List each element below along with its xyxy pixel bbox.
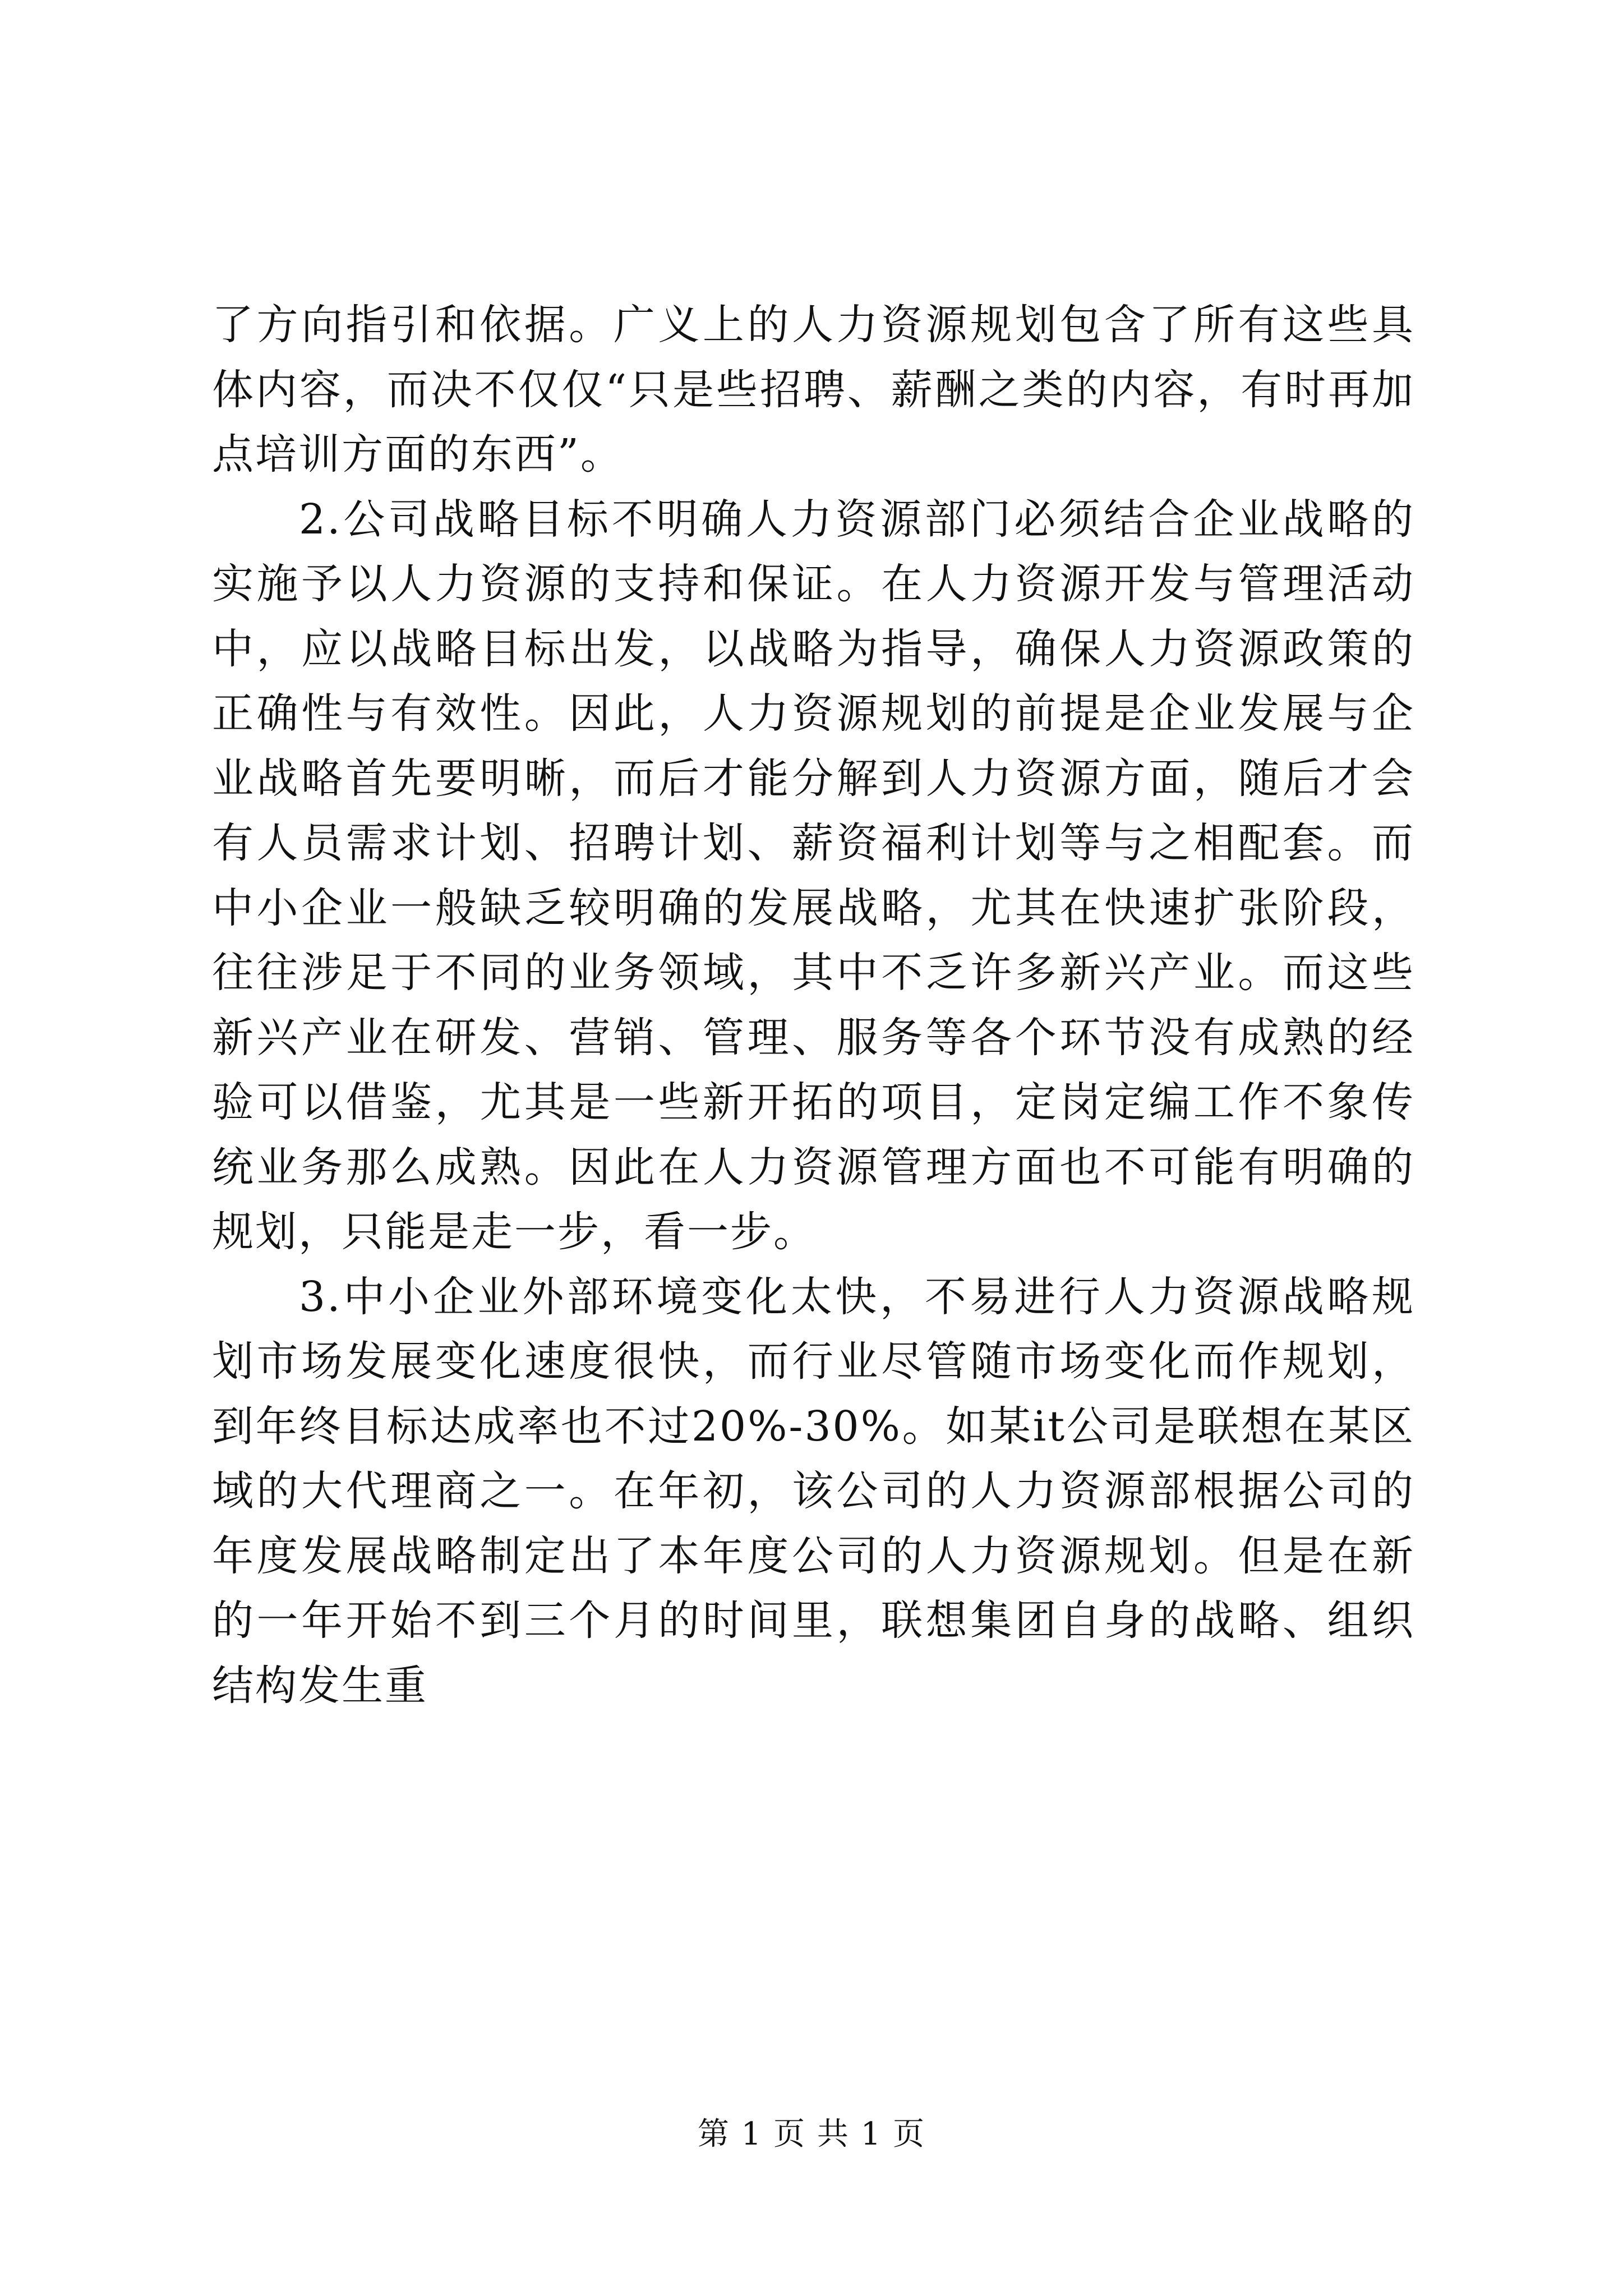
paragraph-continuation: 了方向指引和依据。广义上的人力资源规划包含了所有这些具体内容，而决不仅仅“只是些招聘、薪酬之类的内容，有时再加点培训方面的东西”。	[212, 301, 1415, 478]
paragraph-strategy-goals: 2.公司战略目标不明确人力资源部门必须结合企业战略的实施予以人力资源的支持和保证。在人力资源开发与管理活动中，应以战略目标出发，以战略为指导，确保人力资源政策的正确性与有效性。因此，人力资源规划的前提是企业发展与企业战略首先要明晰，而后才能分解到人力资源方面，随后才会有人员需求计划、招聘计划、薪资福利计划等与之相配套。而中小企业一般缺乏较明确的发展战略，尤其在快速扩张阶段，往往涉足于不同的业务领域，其中不乏许多新兴产业。而这些新兴产业在研发、营销、管理、服务等各个环节没有成熟的经验可以借鉴，尤其是一些新开拓的项目，定岗定编工作不象传统业务那么成熟。因此在人力资源管理方面也不可能有明确的规划，只能是走一步，看一步。	[212, 495, 1415, 1256]
document-body	[212, 293, 1415, 1718]
page-footer: 第 1 页 共 1 页	[697, 2116, 926, 2152]
paragraph-external-environment: 3.中小企业外部环境变化太快，不易进行人力资源战略规划市场发展变化速度很快，而行业尽管随市场变化而作规划，到年终目标达成率也不过20%-30%。如某it公司是联想在某区域的大代理商之一。在年初，该公司的人力资源部根据公司的年度发展战略制定出了本年度公司的人力资源规划。但是在新的一年开始不到三个月的时间里，联想集团自身的战略、组织结构发生重	[212, 1272, 1415, 1710]
